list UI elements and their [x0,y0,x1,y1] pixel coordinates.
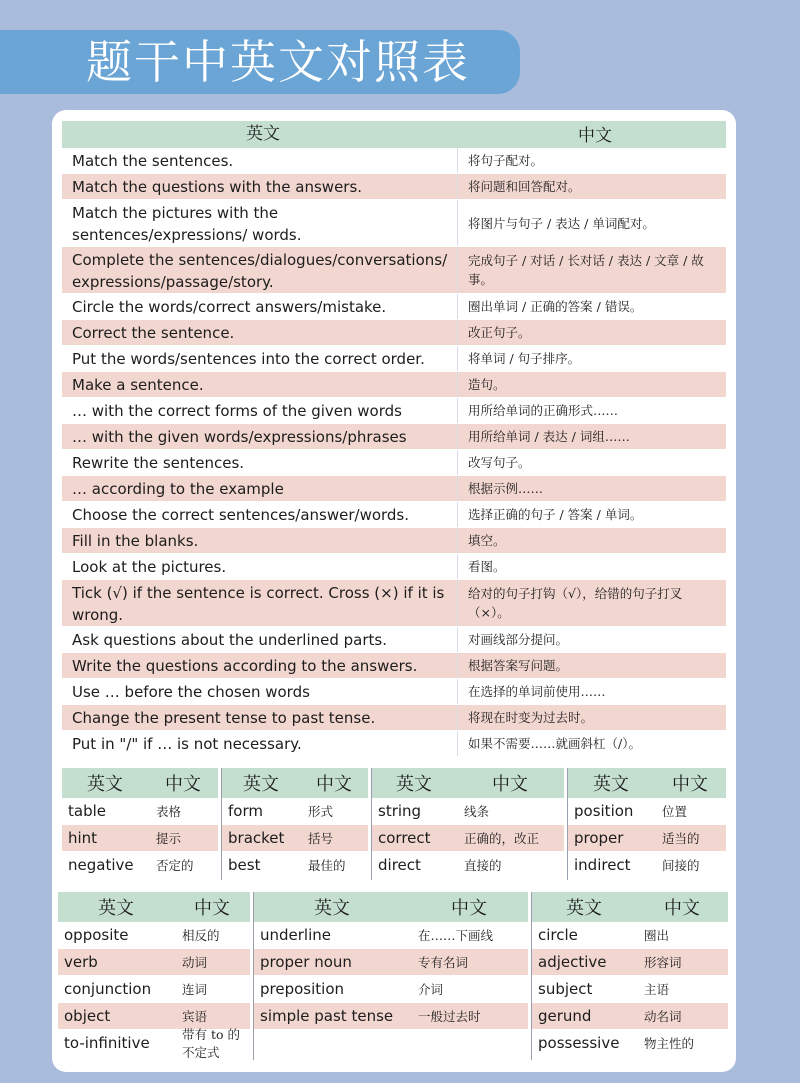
vocab-english: possessive [538,1034,620,1052]
vocab-row [568,798,726,825]
instruction-english: Tick (√) if the sentence is correct. Cross (×) if it is wrong. [62,580,458,626]
vocab-chinese: 主语 [644,982,670,997]
vocab-chinese: 间接的 [662,858,700,873]
vocab-english: conjunction [64,980,152,998]
instruction-chinese: 给对的句子打钩（√），给错的句子打叉（×）。 [468,586,683,620]
vocab-chinese: 线条 [464,804,490,819]
instruction-row [62,346,726,372]
instruction-chinese: 将单词 / 句子排序。 [468,351,581,366]
vocab-english: position [574,802,634,820]
vocab-english: indirect [574,856,631,874]
instruction-chinese: 改正句子。 [468,325,531,340]
vocab-column-header [58,892,250,922]
instruction-english: Match the questions with the answers. [62,174,458,199]
instruction-chinese: 在选择的单词前使用…… [468,684,606,699]
instruction-row [62,627,726,653]
vocab-chinese: 一般过去时 [418,1009,481,1024]
vocab-chinese: 位置 [662,804,688,819]
instruction-row [62,320,726,346]
instruction-english: Circle the words/correct answers/mistake. [62,294,458,319]
vocab-header-english: 英文 [314,898,350,919]
instruction-chinese: 根据答案写问题。 [468,658,569,673]
vocab-english: to-infinitive [64,1034,150,1052]
instruction-row [62,502,726,528]
instruction-row [62,424,726,450]
instruction-english: Ask questions about the underlined parts. [62,627,458,652]
instruction-chinese: 看图。 [468,559,506,574]
vocab-chinese: 括号 [308,831,334,846]
vocab-chinese: 提示 [156,831,182,846]
vocab-chinese: 动词 [182,955,208,970]
vocab-row [532,1030,728,1057]
instruction-english: Put in "/" if … is not necessary. [62,731,458,756]
vocab-english: subject [538,980,593,998]
instruction-english: Complete the sentences/dialogues/conversations/ expressions/passage/story. [62,247,458,293]
instruction-chinese: 填空。 [468,533,506,548]
vocab-row [222,798,368,825]
vocab-header-english: 英文 [396,774,432,795]
vocab-row [372,852,564,879]
vocab-column-header [254,892,528,922]
vocab-english: bracket [228,829,285,847]
vocab-grid-1 [62,768,726,880]
instruction-chinese: 将问题和回答配对。 [468,179,581,194]
vocab-chinese: 带有 to 的不定式 [182,1027,240,1060]
vocab-column [62,768,218,879]
vocab-column [532,892,728,1057]
vocab-column-divider [253,892,254,1060]
vocab-row [532,976,728,1003]
vocab-english: circle [538,926,578,944]
vocab-chinese: 适当的 [662,831,700,846]
vocab-row [58,949,250,976]
vocab-column-divider [531,892,532,1060]
instruction-chinese: 用所给单词的正确形式…… [468,403,619,418]
instruction-chinese: 圈出单词 / 正确的答案 / 错误。 [468,299,643,314]
instruction-english: Choose the correct sentences/answer/words. [62,502,458,527]
vocab-row [62,852,218,879]
vocab-column-header [222,768,368,798]
header-chinese: 中文 [578,126,612,146]
instruction-english: … according to the example [62,476,458,501]
instruction-english: Match the sentences. [62,148,458,173]
vocab-english: object [64,1007,111,1025]
instruction-row [62,294,726,320]
vocab-header-chinese: 中文 [194,898,230,919]
vocab-grid-2 [58,892,728,1062]
vocab-row [58,1027,250,1060]
vocab-english: form [228,802,263,820]
header-english: 英文 [246,124,280,144]
vocab-english: table [68,802,106,820]
vocab-header-chinese: 中文 [672,774,708,795]
instruction-row [62,148,726,174]
vocab-chinese: 动名词 [644,1009,682,1024]
vocab-chinese: 正确的，改正 [464,831,540,846]
vocab-column [254,892,528,1030]
instruction-row [62,450,726,476]
vocab-header-chinese: 中文 [316,774,352,795]
vocab-english: adjective [538,953,607,971]
page-title: 题干中英文对照表 [86,35,470,89]
instruction-chinese: 将现在时变为过去时。 [468,710,594,725]
instruction-chinese: 用所给单词 / 表达 / 词组…… [468,429,630,444]
vocab-chinese: 专有名词 [418,955,469,970]
vocab-chinese: 物主性的 [644,1036,695,1051]
vocab-chinese: 直接的 [464,858,502,873]
instruction-row [62,398,726,424]
vocab-header-english: 英文 [98,898,134,919]
vocab-english: hint [68,829,98,847]
instruction-chinese: 根据示例…… [468,481,544,496]
instruction-english: Change the present tense to past tense. [62,705,458,730]
vocab-english: underline [260,926,332,944]
instruction-english: Fill in the blanks. [62,528,458,553]
vocab-chinese: 否定的 [156,858,194,873]
vocab-chinese: 连词 [182,982,208,997]
vocab-english: opposite [64,926,129,944]
vocab-row [372,825,564,852]
instruction-row [62,247,726,294]
instruction-english: Put the words/sentences into the correct order. [62,346,458,371]
vocab-chinese: 在……下画线 [418,928,494,943]
instruction-english: … with the given words/expressions/phrases [62,424,458,449]
vocab-header-chinese: 中文 [451,898,487,919]
instruction-english: Use … before the chosen words [62,679,458,704]
vocab-chinese: 宾语 [182,1009,208,1024]
vocab-column [372,768,564,879]
vocab-row [58,976,250,1003]
vocab-header-english: 英文 [87,774,123,795]
instruction-row [62,580,726,627]
vocab-row [222,852,368,879]
vocab-chinese: 介词 [418,982,444,997]
vocab-chinese: 表格 [156,804,182,819]
vocab-chinese: 圈出 [644,928,670,943]
vocab-row [62,798,218,825]
instruction-row [62,372,726,398]
instruction-english: … with the correct forms of the given words [62,398,458,423]
vocab-column-header [62,768,218,798]
vocab-header-chinese: 中文 [664,898,700,919]
vocab-chinese: 相反的 [182,928,220,943]
vocab-english: gerund [538,1007,592,1025]
vocab-row [254,1003,528,1030]
vocab-english: direct [378,856,421,874]
vocab-row [372,798,564,825]
instruction-row [62,476,726,502]
vocab-header-chinese: 中文 [492,774,528,795]
instruction-english: Make a sentence. [62,372,458,397]
instruction-table-header [62,121,726,148]
instruction-chinese: 选择正确的句子 / 答案 / 单词。 [468,507,643,522]
vocab-english: preposition [260,980,345,998]
instruction-row [62,528,726,554]
instruction-english: Match the pictures with the sentences/expressions/ words. [62,200,458,246]
vocab-english: verb [64,953,98,971]
vocab-column-divider [567,768,568,880]
instruction-row [62,653,726,679]
vocab-row [254,922,528,949]
vocab-chinese: 最佳的 [308,858,346,873]
instruction-chinese: 对画线部分提问。 [468,632,569,647]
vocab-english: simple past tense [260,1007,394,1025]
instruction-row [62,200,726,247]
vocab-english: correct [378,829,431,847]
vocab-column [58,892,250,1060]
vocab-row [254,976,528,1003]
vocab-chinese: 形容词 [644,955,682,970]
instruction-row [62,174,726,200]
vocab-english: proper [574,829,624,847]
vocab-english: negative [68,856,134,874]
instruction-table [62,121,726,757]
vocab-row [532,1003,728,1030]
vocab-column [222,768,368,879]
vocab-header-english: 英文 [243,774,279,795]
instruction-chinese: 完成句子 / 对话 / 长对话 / 表达 / 文章 / 故事。 [468,253,704,287]
instruction-chinese: 改写句子。 [468,455,531,470]
vocab-column-header [568,768,726,798]
vocab-row [532,922,728,949]
instruction-english: Write the questions according to the answers. [62,653,458,678]
vocab-column-divider [221,768,222,880]
vocab-header-english: 英文 [593,774,629,795]
vocab-header-english: 英文 [566,898,602,919]
instruction-english: Correct the sentence. [62,320,458,345]
vocab-chinese: 形式 [308,804,334,819]
vocab-row [254,949,528,976]
vocab-row [568,852,726,879]
instruction-row [62,705,726,731]
vocab-row [58,922,250,949]
vocab-row [568,825,726,852]
instruction-chinese: 将句子配对。 [468,153,544,168]
instruction-english: Rewrite the sentences. [62,450,458,475]
instruction-chinese: 将图片与句子 / 表达 / 单词配对。 [468,215,655,231]
instruction-row [62,554,726,580]
vocab-column-header [532,892,728,922]
vocab-header-chinese: 中文 [165,774,201,795]
vocab-column [568,768,726,879]
vocab-english: string [378,802,422,820]
vocab-column-divider [371,768,372,880]
instruction-row [62,731,726,757]
vocab-column-header [372,768,564,798]
vocab-english: proper noun [260,953,352,971]
instruction-chinese: 如果不需要……就画斜杠（/）。 [468,736,641,751]
instruction-chinese: 造句。 [468,377,506,392]
vocab-english: best [228,856,261,874]
instruction-row [62,679,726,705]
vocab-row [62,825,218,852]
vocab-row [532,949,728,976]
vocab-row [222,825,368,852]
instruction-english: Look at the pictures. [62,554,458,579]
